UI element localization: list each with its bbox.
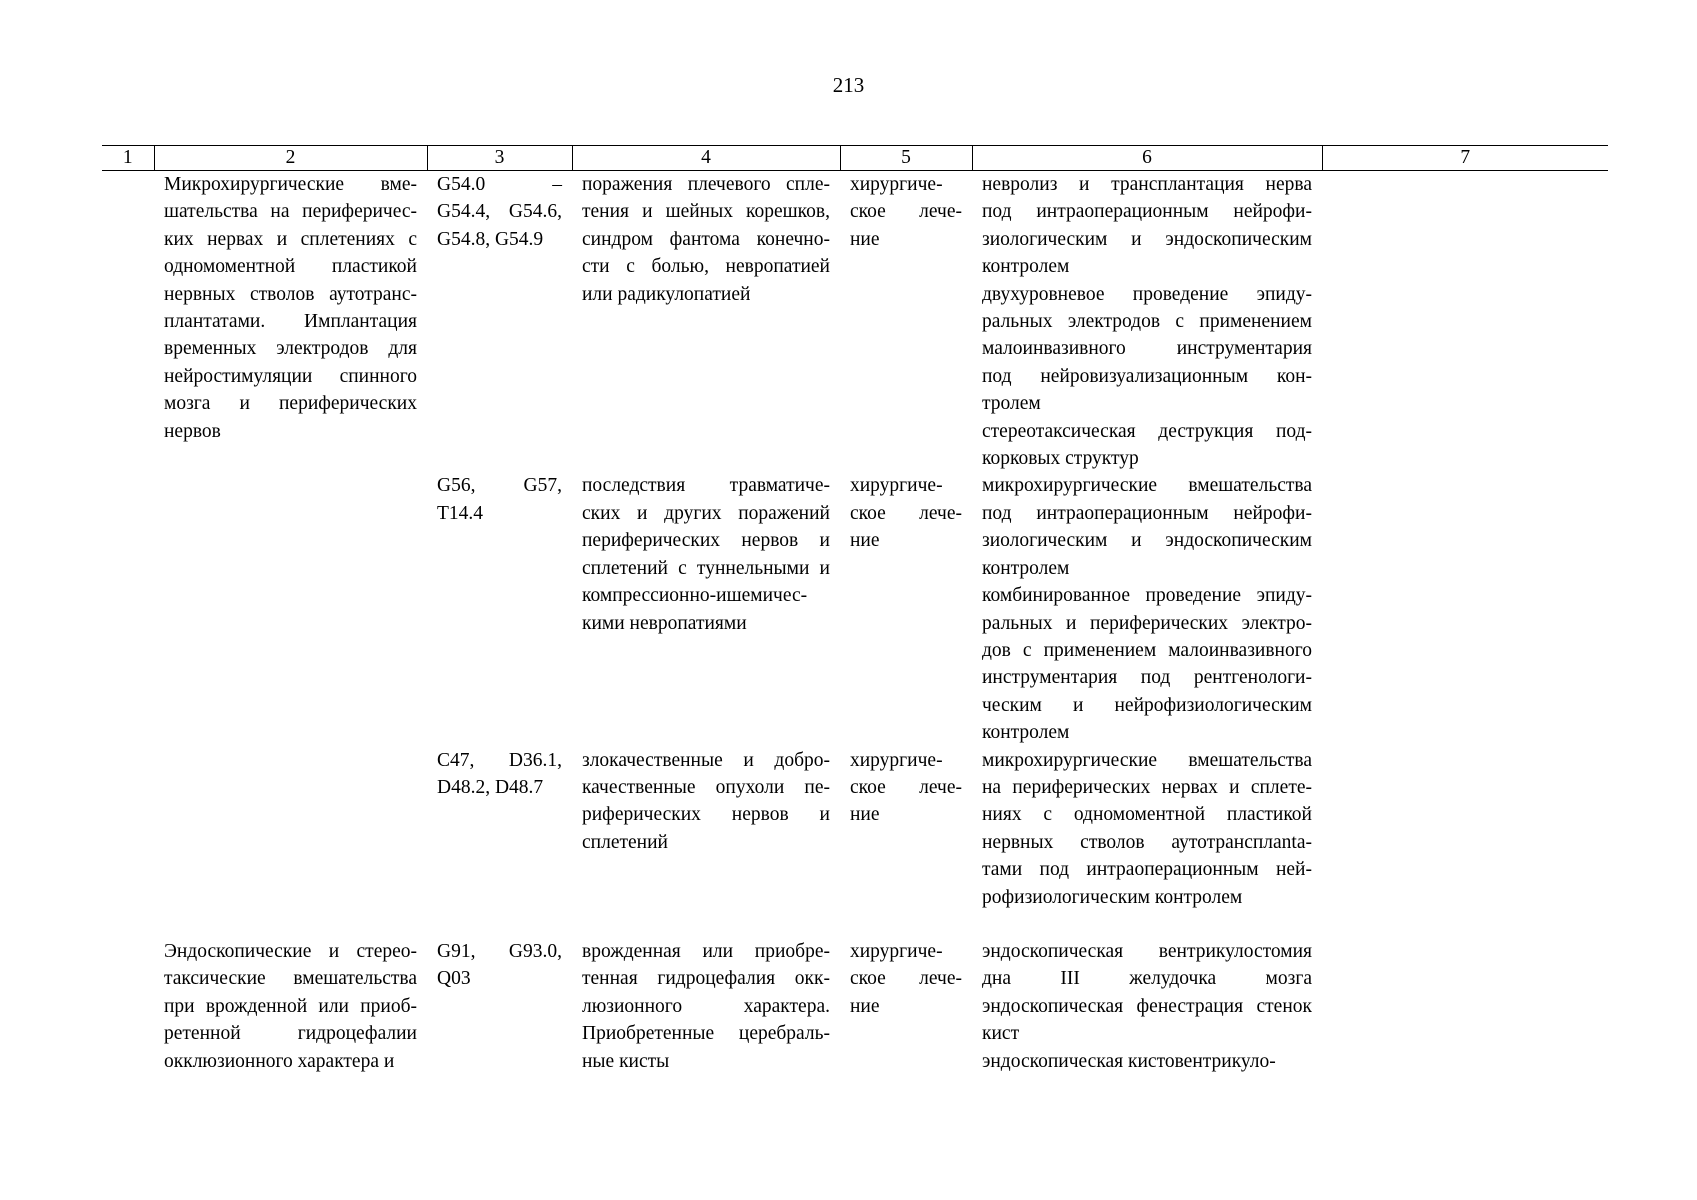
cell-text-line: люзионного характера. (582, 995, 830, 1017)
cell-text-line: контролем (982, 256, 1070, 278)
intervention-name-cell (154, 171, 427, 473)
cell-text-line: тенная гидроцефалия окк- (582, 968, 830, 990)
cell-text-line: при врожденной или приоб- (164, 995, 417, 1017)
extra-info-cell (1322, 472, 1608, 746)
cell-text-line: дна III желудочка мозга (982, 968, 1312, 990)
column-header-3: 3 (427, 146, 572, 171)
cell-text-line: злокачественные и добро- (582, 749, 830, 771)
intervention-name-cell (154, 938, 427, 1075)
column-header-1: 1 (102, 146, 154, 171)
cell-text-line: инструментария под рентгенологи- (982, 667, 1312, 689)
row-number-cell (102, 938, 154, 1075)
cell-text-line: рофизиологическим контролем (982, 886, 1243, 908)
cell-text-line: зиологическим и эндоскопическим (982, 530, 1312, 552)
icd-codes-cell (427, 472, 572, 746)
cell-text-line: временных электродов для (164, 338, 417, 360)
column-header-7: 7 (1322, 146, 1608, 171)
cell-text-line: ральных электродов с применением (982, 311, 1312, 333)
cell-text-line: микрохирургические вмешательства (982, 749, 1312, 771)
treatment-type-cell (840, 938, 972, 1075)
cell-text-line: двухуровневое проведение эпиду- (982, 283, 1312, 305)
cell-text-line: Q03 (437, 968, 471, 990)
cell-text-line: эндоскопическая вентрикулостомия (982, 940, 1312, 962)
cell-text-line: поражения плечевого спле- (582, 174, 830, 195)
medical-procedures-table (102, 145, 1608, 1075)
treatment-type-cell (840, 171, 972, 473)
cell-text-line: хирургиче- (850, 940, 943, 962)
column-header-4: 4 (572, 146, 840, 171)
cell-text-line: тения и шейных корешков, (582, 201, 830, 223)
cell-text-line: одномоментной пластикой (164, 256, 417, 278)
cell-text-line: Приобретенные церебраль- (582, 1023, 830, 1045)
cell-text-line: зиологическим и эндоскопическим (982, 228, 1312, 250)
cell-text-line: малоинвазивного инструментария (982, 338, 1312, 360)
diagnosis-cell (572, 472, 840, 746)
cell-text-line: хирургиче- (850, 174, 943, 195)
cell-text-line: ральных и периферических электро- (982, 612, 1312, 634)
cell-text-line: C47, D36.1, (437, 749, 562, 771)
extra-info-cell (1322, 747, 1608, 938)
cell-text-line: на периферических нервах и сплете- (982, 776, 1312, 798)
cell-text-line: тролем (982, 393, 1041, 415)
cell-text-line: окклюзионного характера и (164, 1050, 395, 1072)
cell-text-line: эндоскопическая фенестрация стенок (982, 995, 1312, 1017)
cell-text-line: ское лече- (850, 776, 962, 798)
treatment-method-cell (972, 171, 1322, 473)
table-row (102, 472, 1608, 746)
icd-codes-cell (427, 938, 572, 1075)
cell-text-line: периферических нервов и (582, 530, 830, 552)
cell-text-line: риферических нервов и (582, 804, 830, 826)
cell-text-line: G54.8, G54.9 (437, 228, 544, 250)
cell-text-line: синдром фантома конечно- (582, 228, 830, 250)
column-header-5: 5 (840, 146, 972, 171)
cell-text-line: сплетений с туннельными и (582, 557, 830, 579)
row-number-cell (102, 472, 154, 746)
page-number: 213 (832, 73, 865, 97)
cell-text-line: ское лече- (850, 968, 962, 990)
cell-text-line: плантатами. Имплантация (164, 311, 417, 333)
cell-text-line: стереотаксическая деструкция под- (982, 420, 1312, 442)
cell-text-line: T14.4 (437, 502, 484, 524)
treatment-type-cell (840, 747, 972, 938)
icd-codes-cell (427, 747, 572, 938)
cell-text-line: комбинированное проведение эпиду- (982, 585, 1312, 607)
cell-text-line: G91, G93.0, (437, 940, 562, 962)
cell-text-line: ние (850, 530, 880, 552)
row-number-cell (102, 171, 154, 473)
cell-text-line: контролем (982, 557, 1070, 579)
cell-text-line: ских и других поражений (582, 502, 830, 524)
column-header-6: 6 (972, 146, 1322, 171)
cell-text-line: сти с болью, невропатией (582, 256, 830, 278)
cell-text-line: нервов (164, 420, 221, 442)
cell-text-line: Эндоскопические и стерео- (164, 940, 417, 962)
treatment-method-cell (972, 472, 1322, 746)
cell-text-line: врожденная или приобре- (582, 940, 830, 962)
cell-text-line: ные кисты (582, 1050, 670, 1072)
diagnosis-cell (572, 171, 840, 473)
cell-text-line: под интраоперационным нейрофи- (982, 502, 1312, 524)
cell-text-line: корковых структур (982, 448, 1139, 470)
extra-info-cell (1322, 171, 1608, 473)
treatment-type-cell (840, 472, 972, 746)
treatment-method-cell (972, 747, 1322, 938)
cell-text-line: ниях с одномоментной пластикой (982, 804, 1312, 826)
cell-text-line: тами под интраоперационным ней- (982, 859, 1312, 881)
cell-text-line: нейростимуляции спинного (164, 365, 417, 387)
header-row (102, 146, 1608, 171)
cell-text-line: ское лече- (850, 201, 962, 223)
cell-text-line: нервных стволов аутотранс- (164, 283, 417, 305)
cell-text-line: хирургиче- (850, 749, 943, 771)
table-row (102, 171, 1608, 473)
cell-text-line: контролем (982, 722, 1070, 744)
cell-text-line: нервных стволов аутотрансплanta- (982, 831, 1312, 853)
cell-text-line: G54.4, G54.6, (437, 201, 562, 223)
column-header-2: 2 (154, 146, 427, 171)
table-row (102, 938, 1608, 1075)
cell-text-line: ческим и нейрофизиологическим (982, 694, 1312, 716)
table-body (102, 171, 1608, 1076)
table-row (102, 747, 1608, 938)
cell-text-line: дов с применением малоинвазивного (982, 639, 1312, 661)
cell-text-line: последствия травматиче- (582, 475, 830, 497)
intervention-name-cell (154, 747, 427, 938)
cell-text-line: ское лече- (850, 502, 962, 524)
cell-text-line: D48.2, D48.7 (437, 776, 544, 798)
cell-text-line: G54.0 – (437, 174, 562, 195)
cell-text-line: эндоскопическая кистовентрикуло- (982, 1050, 1276, 1072)
cell-text-line: ретенной гидроцефалии (164, 1023, 417, 1045)
cell-text-line: под интраоперационным нейрофи- (982, 201, 1312, 223)
cell-text-line: ние (850, 995, 880, 1017)
cell-text-line: под нейровизуализационным кон- (982, 365, 1312, 387)
treatment-method-cell (972, 938, 1322, 1075)
cell-text-line: хирургиче- (850, 475, 943, 497)
diagnosis-cell (572, 938, 840, 1075)
cell-text-line: ких нервах и сплетениях с (164, 228, 417, 250)
diagnosis-cell (572, 747, 840, 938)
icd-codes-cell (427, 171, 572, 473)
cell-text-line: кими невропатиями (582, 612, 747, 634)
cell-text-line: или радикулопатией (582, 283, 751, 305)
cell-text-line: кист (982, 1023, 1020, 1045)
cell-text-line: сплетений (582, 831, 668, 853)
cell-text-line: G56, G57, (437, 475, 562, 497)
cell-text-line: Микрохирургические вме- (164, 174, 417, 195)
cell-text-line: компрессионно-ишемичес- (582, 585, 808, 607)
extra-info-cell (1322, 938, 1608, 1075)
cell-text-line: микрохирургические вмешательства (982, 475, 1312, 497)
intervention-name-cell (154, 472, 427, 746)
cell-text-line: качественные опухоли пе- (582, 776, 830, 798)
cell-text-line: невролиз и трансплантация нерва (982, 174, 1312, 195)
cell-text-line: таксические вмешательства (164, 968, 417, 990)
row-number-cell (102, 747, 154, 938)
cell-text-line: ние (850, 804, 880, 826)
cell-text-line: ние (850, 228, 880, 250)
cell-text-line: мозга и периферических (164, 393, 417, 415)
cell-text-line: шательства на периферичес- (164, 201, 417, 223)
